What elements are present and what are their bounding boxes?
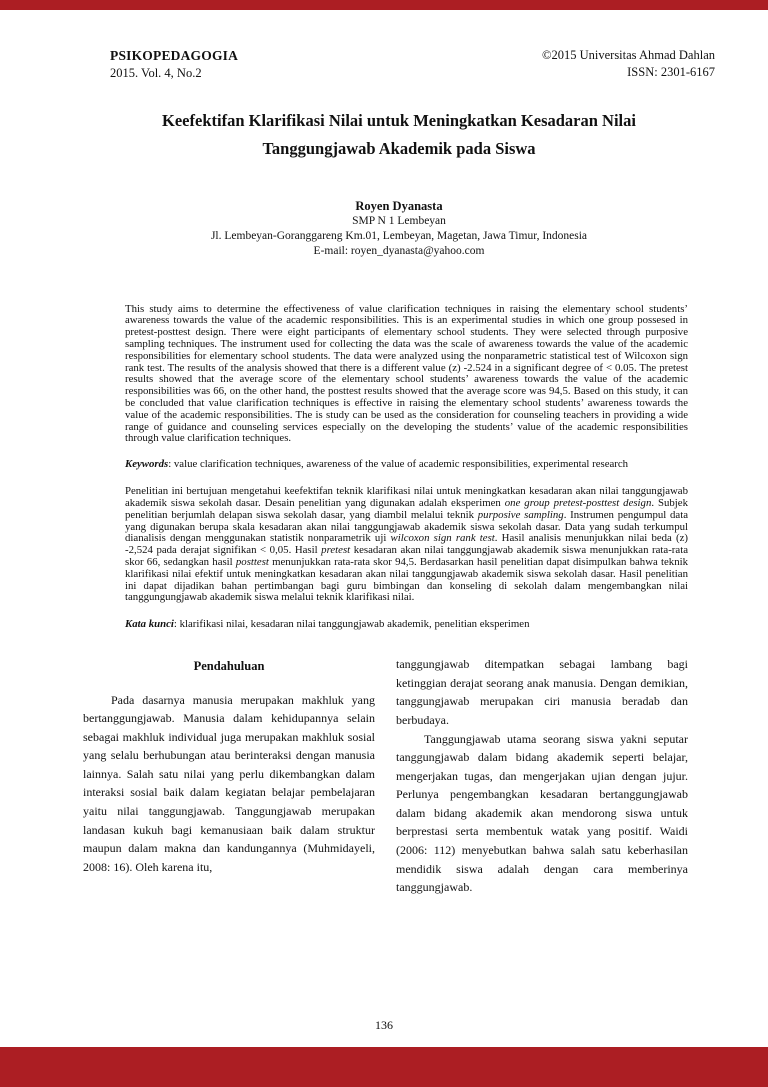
abstract-id-italic: wilcoxon sign rank test [390, 532, 495, 545]
paper-title-line1: Keefektifan Klarifikasi Nilai untuk Meningkatkan Kesadaran Nilai [162, 111, 636, 130]
abstract-id-italic: purposive sampling [477, 508, 564, 521]
intro-paragraph-right-2: Tanggungjawab utama seorang siswa yakni seputar tanggungjawab dalam bidang akademik seperti belajar, mengerjakan tugas, dan mengerjakan ujian dengan jujur. Perlunya pengembangkan kesadaran bertanggungjawab dalam bidang akademik akan mendorong siswa untuk berprestasi serta membentuk watak yang positif. Waidi (2006: 112) menyebutkan bahwa salah satu keberhasilan mendidik siswa adalah dengan cara memberinya tanggungjawab. [396, 731, 688, 895]
bottom-frame-bar [0, 1047, 768, 1087]
top-frame-bar [0, 0, 768, 10]
journal-name: PSIKOPEDAGOGIA [110, 48, 239, 63]
paper-page [0, 10, 768, 1047]
author-name: Royen Dyanasta [355, 199, 443, 214]
abstract-id-segment: . Instrumen pengumpul data yang digunakan berupa skala kesadaran akan nilai tanggungjawab akademik siswa sekolah dasar. Data yang sudah terkumpul dianalisis dengan menggunakan statistik nonparametrik uji [125, 508, 689, 545]
journal-volume: 2015. Vol. 4, No.2 [110, 66, 202, 80]
abstract-id-italic: one group pretest-posttest design [504, 496, 652, 509]
author-address: Jl. Lembeyan-Goranggareng Km.01, Lembeyan, Magetan, Jawa Timur, Indonesia [210, 230, 588, 243]
intro-paragraph-left: Pada dasarnya manusia merupakan makhluk yang bertanggungjawab. Manusia dalam kehidupannya selain sebagai makhluk individual juga merupakan makhluk sosial yang selalu berhubungan atau berinteraksi dengan manusia lainnya. Salah satu nilai yang perlu dikembangkan dalam interaksi sosial baik dalam kegiatan belajar pembelajaran yaitu nilai tanggungjawab. Tanggungjawab merupakan landasan kukuh bagi kemanusiaan baik dalam struktur maupun dalam makna dan kandungannya (Muhmidayeli, 2008: 16). Oleh karena itu, [83, 692, 375, 874]
abstract-id-segment: . Hasil analisis menunjukkan nilai beda (z) -2,524 pada derajat signifikan < 0,05. Hasil [125, 532, 688, 557]
body-column-right [396, 653, 688, 897]
abstract-id-segment: kesadaran akan nilai tanggungjawab akademik siswa menunjukkan rata-rata skor 66, sedangkan hasil [125, 544, 688, 568]
author-email: E-mail: royen_dyanasta@yahoo.com [313, 245, 485, 258]
journal-header-right [542, 48, 715, 81]
abstract-id-segment: menunjukkan rata-rata skor 94,5. Berdasarkan hasil penelitian dapat disimpulkan bahwa teknik klarifikasi nilai efektif untuk meningkatkan kesadaran akan nilai tanggungjawab akademik siswa sekolah dasar. Hasil penelitian ini dapat dijadikan bahan pertimbangan bagi guru bimbingan dan konseling di sekolah dalam mengembangkan nilai tanggungungjawab akademik siswa melalui teknik klarifikasi nilai. [125, 555, 688, 604]
copyright-text: ©2015 Universitas Ahmad Dahlan [541, 48, 715, 62]
keywords-text: : value clarification techniques, awareness of the value of academic responsibilities, experimental research [168, 458, 629, 471]
abstract-id-italic: posttest [235, 555, 269, 568]
journal-header [110, 48, 715, 81]
keywords-label: Keywords [125, 458, 169, 471]
abstract-id-italic: pretest [321, 544, 351, 557]
kata-kunci-text: : klarifikasi nilai, kesadaran nilai tanggungjawab akademik, penelitian eksperimen [173, 618, 530, 631]
body-columns [83, 653, 688, 897]
kata-kunci-line [125, 618, 688, 631]
page-number: 136 [375, 1018, 393, 1032]
paper-title-line2: Tanggungjawab Akademik pada Siswa [262, 139, 536, 159]
section-heading-pendahuluan: Pendahuluan [193, 659, 265, 674]
issn-text: ISSN: 2301-6167 [627, 65, 715, 79]
body-column-left [83, 653, 375, 897]
author-affiliation: SMP N 1 Lembeyan [352, 215, 446, 228]
paper-title [83, 107, 715, 163]
author-block [83, 199, 715, 260]
intro-paragraph-right-1: tanggungjawab ditempatkan sebagai lambang bagi ketinggian derajat seorang anak manusia. Dengan demikian, tanggungjawab merupakan ciri manusia beradab dan berbudaya. [396, 657, 688, 727]
journal-header-left [110, 48, 238, 81]
kata-kunci-label: Kata kunci [125, 618, 174, 631]
abstract-indonesian [125, 486, 688, 604]
abstract-id-segment: Penelitian ini bertujuan mengetahui keefektifan teknik klarifikasi nilai untuk meningkatkan kesadaran akan nilai tanggungjawab akademik siswa sekolah dasar. Desain penelitian yang digunakan adalah eksperimen [125, 485, 688, 509]
keywords-line [125, 458, 688, 471]
abstract-english: This study aims to determine the effectiveness of value clarification techniques in raising the elementary school students’ awareness towards the value of the academic responsibilities. This is an experimental studies in which one group possesed in pretest-posttest design. There were eight participants of elementary school students. They were selected through purposive sampling techniques. The instrument used for collecting the data was the scale of awareness towards the value of the academic responsibilities for elementary school students. The data were analyzed using the nonparametric statistical test of Wilcoxon sign rank test. The results of the analysis showed that there is a different value (z) -2.524 in a significant degree of < 0.05. The pretest results showed that the average score of the elementary school students’ awareness towards the value of the academic responsibilities was 66, on the other hand, the posttest results showed that the average score was 94,5. Based on this study, it can be concluded that value clarification techniques is effective in raising the elementary school students’ awareness towards the value of the academic responsibilities. The is study can be used as the consideration for counseling teachers in providing a wide range of guidance and counseling services especially on the developing the students’ value of the academic responsibilities through value clarification techniques. [125, 302, 688, 445]
abstract-id-segment: . Subjek penelitian berjumlah delapan siswa sekolah dasar, yang diambil melalui teknik [125, 496, 688, 521]
